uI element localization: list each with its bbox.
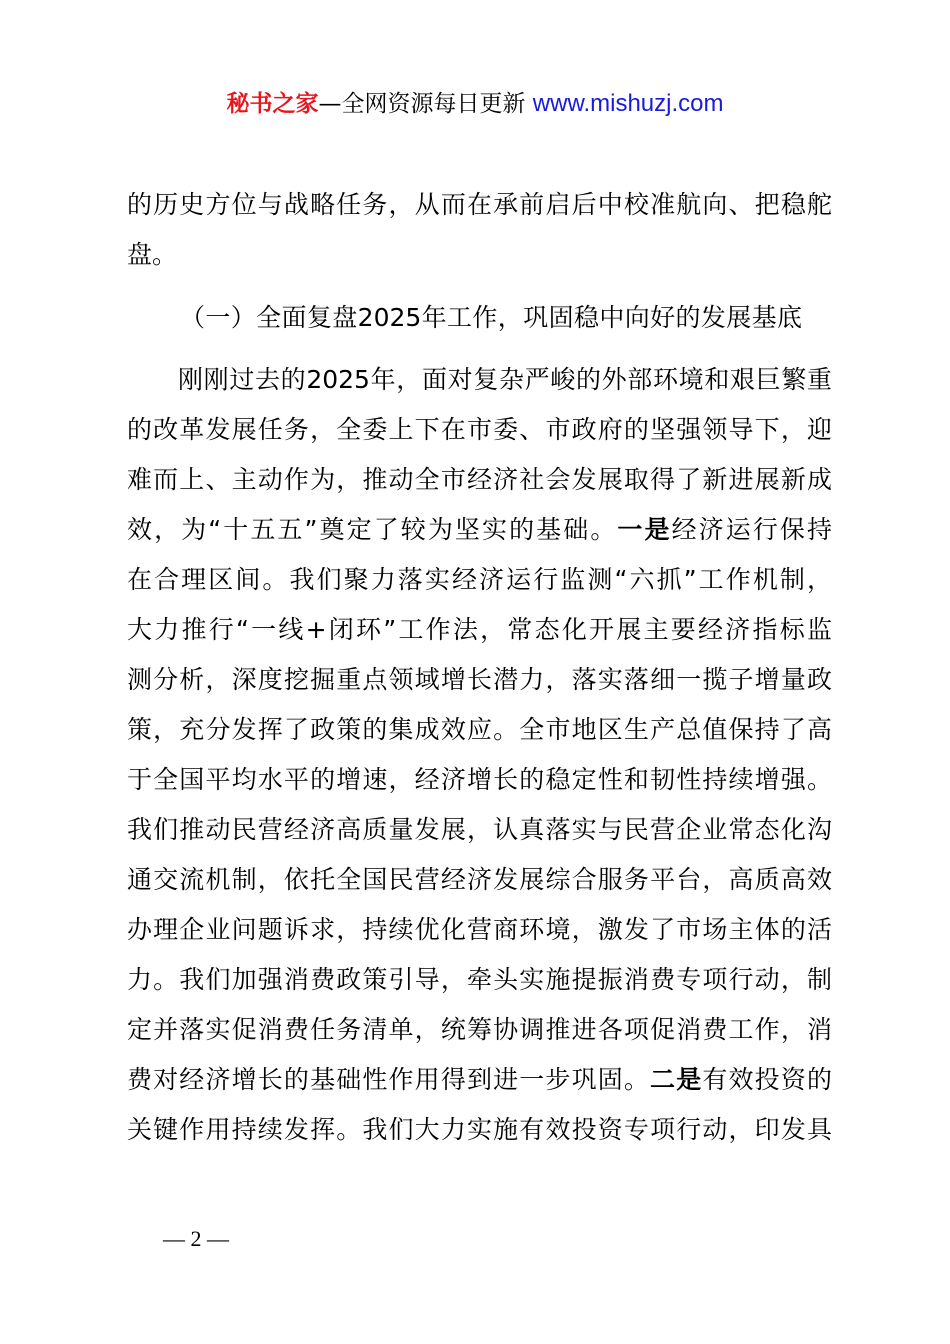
- text-line: [127, 1005, 832, 1055]
- text-line: [127, 605, 832, 655]
- section-heading: [180, 293, 802, 343]
- text-segment: 的改革发展任务，全委上下在市委、市政府的坚强领导下，迎: [127, 415, 832, 444]
- text-segment: 有效投资的: [702, 1065, 832, 1094]
- site-url[interactable]: www.mishuzj.com: [532, 90, 724, 117]
- text-segment: 策，充分发挥了政策的集成效应。全市地区生产总值保持了高: [127, 715, 832, 744]
- text-segment: 难而上、主动作为，推动全市经济社会发展取得了新进展新成: [127, 465, 832, 494]
- text-line: [127, 455, 832, 505]
- text-line: [127, 705, 832, 755]
- text-line: [127, 405, 832, 455]
- text-segment: 刚刚过去的2025年，面对复杂严峻的外部环境和艰巨繁重: [178, 365, 832, 394]
- text-segment: 办理企业问题诉求，持续优化营商环境，激发了市场主体的活: [127, 915, 832, 944]
- text-segment: （一）全面复盘2025年工作，巩固稳中向好的发展基底: [180, 303, 802, 332]
- text-segment: 盘。: [127, 240, 178, 269]
- text-segment: 我们推动民营经济高质量发展，认真落实与民营企业常态化沟: [127, 815, 832, 844]
- text-segment: 大力推行“一线+闭环”工作法，常态化开展主要经济指标监: [127, 615, 832, 644]
- text-line: [127, 905, 832, 955]
- bold-lead: 一是: [617, 515, 672, 544]
- brand-name: 秘书之家: [226, 91, 319, 117]
- text-line: [127, 855, 832, 905]
- header-tagline: —全网资源每日更新: [318, 91, 533, 117]
- text-segment: 的历史方位与战略任务，从而在承前启后中校准航向、把稳舵: [127, 190, 832, 219]
- text-segment: 通交流机制，依托全国民营经济发展综合服务平台，高质高效: [127, 865, 832, 894]
- text-segment: 力。我们加强消费政策引导，牵头实施提振消费专项行动，制: [127, 965, 832, 994]
- text-segment: 经济运行保持: [671, 515, 832, 544]
- text-line: [127, 230, 832, 280]
- text-line: [127, 1055, 832, 1105]
- text-line: [127, 505, 832, 555]
- text-segment: 在合理区间。我们聚力落实经济运行监测“六抓”工作机制，: [127, 565, 832, 594]
- text-line: [127, 955, 832, 1005]
- text-line: [127, 805, 832, 855]
- text-line: [178, 355, 832, 405]
- page-header: [0, 86, 950, 122]
- text-segment: 效，为“十五五”奠定了较为坚实的基础。: [127, 515, 618, 544]
- text-line: [127, 655, 832, 705]
- text-segment: 关键作用持续发挥。我们大力实施有效投资专项行动，印发具: [127, 1115, 832, 1144]
- bold-lead: 二是: [650, 1065, 703, 1094]
- text-line: [127, 555, 832, 605]
- page-number: — 2 —: [163, 1226, 229, 1251]
- text-line: [127, 1105, 832, 1155]
- text-segment: 测分析，深度挖掘重点领域增长潜力，落实落细一揽子增量政: [127, 665, 832, 694]
- text-segment: 定并落实促消费任务清单，统筹协调推进各项促消费工作，消: [127, 1015, 832, 1044]
- text-segment: 费对经济增长的基础性作用得到进一步巩固。: [127, 1065, 651, 1094]
- text-segment: 于全国平均水平的增速，经济增长的稳定性和韧性持续增强。: [127, 765, 832, 794]
- text-line: [127, 755, 832, 805]
- text-line: [127, 180, 832, 230]
